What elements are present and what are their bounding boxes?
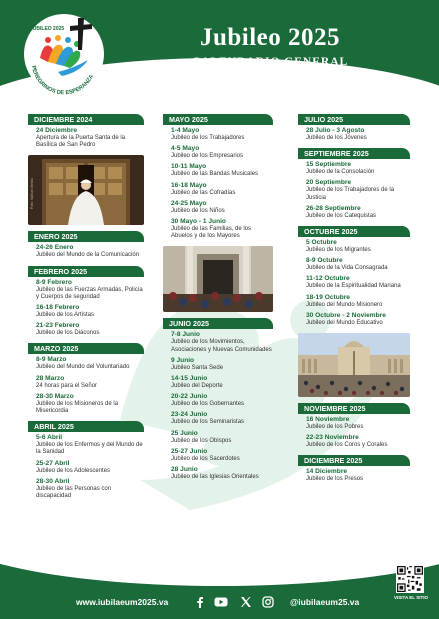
event-date: 28-30 Abril — [36, 477, 70, 485]
logo-arc-text: PEREGRINOS DE ESPERANZA — [29, 65, 95, 97]
event-description: Jubileo de las Cofradías — [171, 189, 236, 196]
event-item — [36, 127, 144, 149]
event-date: 4-5 Mayo — [171, 145, 200, 153]
website-link[interactable]: www.iubilaeum2025.va — [76, 597, 169, 607]
event-item — [306, 275, 410, 290]
event-date: 15 Septiembre — [306, 161, 352, 169]
event-date: 14 Diciembre — [306, 468, 348, 476]
event-description: Jubileo de los Presos — [306, 476, 364, 483]
event-item — [36, 356, 144, 371]
month-label: MARZO 2025 — [28, 343, 144, 354]
event-date: 9 Junio — [171, 356, 195, 364]
event-item — [171, 375, 273, 390]
page-subtitle: CALENDARIO GENERAL — [191, 56, 349, 68]
x-icon[interactable] — [240, 596, 252, 608]
event-item — [171, 218, 273, 240]
photo-credit: Foto: Vatican Media — [30, 178, 34, 210]
event-item — [171, 466, 273, 481]
calendar-column-3 — [298, 114, 410, 490]
event-item — [306, 161, 410, 176]
event-date: 20 Septiembre — [306, 179, 352, 187]
month-section-oct-2025 — [298, 226, 410, 327]
event-description: Jubileo de la Consolación — [306, 169, 375, 176]
month-label: DICIEMBRE 2025 — [298, 455, 410, 466]
event-description: Jubileo Santa Sede — [171, 364, 224, 371]
month-section-nov-2025 — [298, 403, 410, 449]
event-description: Jubileo de los Coros y Corales — [306, 442, 388, 449]
event-item — [306, 127, 410, 142]
event-description: Jubileo de los Jóvenes — [306, 135, 367, 141]
event-description: Jubileo del Mundo Educativo — [306, 319, 383, 326]
event-date: 10-11 Mayo — [171, 163, 207, 171]
event-item — [306, 257, 410, 272]
page-title: Jubileo 2025 — [199, 24, 341, 51]
event-item — [36, 279, 144, 301]
event-description: Jubileo de los Niños — [171, 207, 225, 214]
month-label: SEPTIEMBRE 2025 — [298, 148, 410, 159]
event-item — [171, 357, 273, 372]
qr-caption: VISITA EL SITIO — [394, 595, 428, 600]
event-date: 8-9 Octubre — [306, 257, 343, 265]
month-section-sep-2025 — [298, 148, 410, 220]
event-date: 24-26 Enero — [36, 244, 74, 252]
event-description: Jubileo de los Seminaristas — [171, 419, 245, 426]
event-date: 5-6 Abril — [36, 434, 63, 442]
month-section-may-2025 — [163, 114, 273, 240]
event-description: Jubileo del Mundo Misionero — [306, 301, 383, 308]
event-description: Jubileo de los Trabajadores — [171, 135, 245, 141]
event-item — [306, 205, 410, 220]
month-label: DICIEMBRE 2024 — [28, 114, 144, 125]
event-item — [36, 393, 144, 415]
photo-st-peters-square — [298, 333, 410, 397]
event-description: Jubileo del Deporte — [171, 383, 223, 390]
event-item — [171, 448, 273, 463]
event-date: 18-19 Octubre — [306, 293, 350, 301]
event-description: Jubileo de los Enfermos y del Mundo de la Sanidad — [36, 442, 143, 456]
event-description: Jubileo de los Diáconos — [36, 330, 100, 337]
event-description: Jubileo de las Personas con discapacidad — [36, 485, 112, 500]
event-description: Jubileo de los Movimientos, Asociaciones y Nuevas Comunidades — [171, 339, 272, 353]
event-date: 11-12 Octubre — [306, 275, 350, 283]
event-item — [171, 331, 273, 353]
event-date: 7-8 Junio — [171, 331, 200, 339]
event-item — [171, 182, 273, 197]
event-date: 30 Octubre - 2 Noviembre — [306, 311, 386, 319]
event-description: Jubileo de las Fuerzas Armadas, Policía y Cuerpos de seguridad — [36, 286, 143, 300]
event-date: 28-30 Marzo — [36, 392, 74, 400]
month-section-jun-2025 — [163, 318, 273, 481]
photo-holy-door — [28, 155, 144, 225]
event-description: Jubileo de los Obispos — [171, 437, 232, 444]
event-description: Jubileo de los Adolescentes — [36, 467, 111, 474]
event-item — [306, 468, 410, 483]
event-item — [36, 244, 144, 259]
event-item — [171, 127, 273, 142]
event-description: Jubileo de los Trabajadores de la Justicia — [306, 187, 395, 201]
footer-band — [0, 560, 439, 619]
event-item — [36, 478, 144, 500]
event-date: 8-9 Marzo — [36, 356, 67, 364]
event-description: Jubileo de las Iglesias Orientales — [171, 474, 259, 481]
month-label: JULIO 2025 — [298, 114, 410, 125]
event-date: 14-15 Junio — [171, 375, 208, 383]
event-description: Jubileo del Mundo del Voluntariado — [36, 364, 130, 371]
event-date: 16-18 Mayo — [171, 181, 207, 189]
calendar-column-2 — [163, 114, 273, 487]
event-description: Apertura de la Puerta Santa de la Basílica de San Pedro — [36, 135, 126, 149]
month-label: OCTUBRE 2025 — [298, 226, 410, 237]
event-item — [306, 179, 410, 201]
calendar-column-1 — [28, 114, 144, 506]
event-date: 1-4 Mayo — [171, 127, 200, 134]
month-label: JUNIO 2025 — [163, 318, 273, 329]
event-description: Jubileo de los Catequistas — [306, 212, 377, 219]
event-description: Jubileo de los Sacerdotes — [171, 455, 240, 462]
event-item — [171, 163, 273, 178]
event-description: Jubileo de los Empresarios — [171, 153, 244, 160]
qr-code[interactable] — [396, 565, 424, 593]
month-label: ABRIL 2025 — [28, 421, 144, 432]
event-item — [171, 200, 273, 215]
month-section-jul-2025 — [298, 114, 410, 142]
event-date: 28 Marzo — [36, 374, 65, 382]
social-handle[interactable]: @iubilaeum25.va — [290, 597, 360, 607]
facebook-icon[interactable] — [194, 596, 206, 608]
event-date: 24-25 Mayo — [171, 199, 207, 207]
event-date: 28 Junio — [171, 466, 198, 474]
event-description: Jubileo de las Familias, de los Abuelos y de los Mayores — [171, 226, 252, 240]
event-date: 24 Diciembre — [36, 127, 78, 134]
event-description: Jubileo del Mundo de la Comunicación — [36, 252, 140, 259]
event-description: 24 horas para el Señor — [36, 382, 98, 389]
event-item — [36, 322, 144, 337]
event-date: 25-27 Abril — [36, 459, 70, 467]
month-label: ENERO 2025 — [28, 231, 144, 242]
event-date: 26-28 Septiembre — [306, 204, 361, 212]
month-label: MAYO 2025 — [163, 114, 273, 125]
event-date: 5 Octubre — [306, 239, 337, 247]
month-section-apr-2025 — [28, 421, 144, 500]
event-description: Jubileo de la Vida Consagrada — [306, 265, 388, 272]
event-item — [36, 460, 144, 475]
month-label: NOVIEMBRE 2025 — [298, 403, 410, 414]
event-description: Jubileo de los Misioneros de la Misericordia — [36, 400, 119, 415]
event-date: 20-22 Junio — [171, 393, 208, 401]
event-date: 30 Mayo - 1 Junio — [171, 218, 226, 226]
event-description: Jubileo de las Bandas Musicales — [171, 171, 259, 178]
event-date: 23-24 Junio — [171, 411, 208, 419]
event-date: 8-9 Febrero — [36, 278, 72, 286]
event-item — [171, 393, 273, 408]
logo-top-text: JUBILEO 2025 — [30, 26, 65, 32]
event-item — [171, 411, 273, 426]
event-item — [306, 239, 410, 254]
event-description: Jubileo de los Migrantes — [306, 247, 371, 254]
event-date: 25 Junio — [171, 429, 198, 437]
event-date: 21-23 Febrero — [36, 322, 80, 330]
event-date: 16-18 Febrero — [36, 304, 80, 312]
month-section-dec-2024 — [28, 114, 144, 149]
event-item — [171, 430, 273, 445]
event-description: Jubileo de la Espiritualidad Mariana — [306, 283, 401, 290]
month-section-dec-2025 — [298, 455, 410, 483]
photo-pilgrims-at-door — [163, 246, 273, 312]
month-label: FEBRERO 2025 — [28, 266, 144, 277]
event-item — [171, 145, 273, 160]
event-item — [36, 434, 144, 456]
event-item — [36, 304, 144, 319]
event-item — [306, 434, 410, 449]
jubilee-logo — [18, 10, 108, 102]
month-section-feb-2025 — [28, 266, 144, 338]
event-date: 16 Noviembre — [306, 416, 350, 424]
event-description: Jubileo de los Gobernantes — [171, 401, 245, 408]
youtube-icon[interactable] — [214, 596, 228, 608]
instagram-icon[interactable] — [262, 596, 274, 608]
event-date: 22-23 Noviembre — [306, 434, 359, 442]
month-section-mar-2025 — [28, 343, 144, 415]
event-date: 28 Julio - 3 Agosto — [306, 127, 365, 134]
event-item — [36, 375, 144, 390]
event-description: Jubileo de los Artistas — [36, 312, 95, 319]
event-description: Jubileo de los Pobres — [306, 424, 364, 431]
event-item — [306, 312, 410, 327]
event-date: 25-27 Junio — [171, 447, 208, 455]
event-item — [306, 294, 410, 309]
month-section-jan-2025 — [28, 231, 144, 259]
event-item — [306, 416, 410, 431]
